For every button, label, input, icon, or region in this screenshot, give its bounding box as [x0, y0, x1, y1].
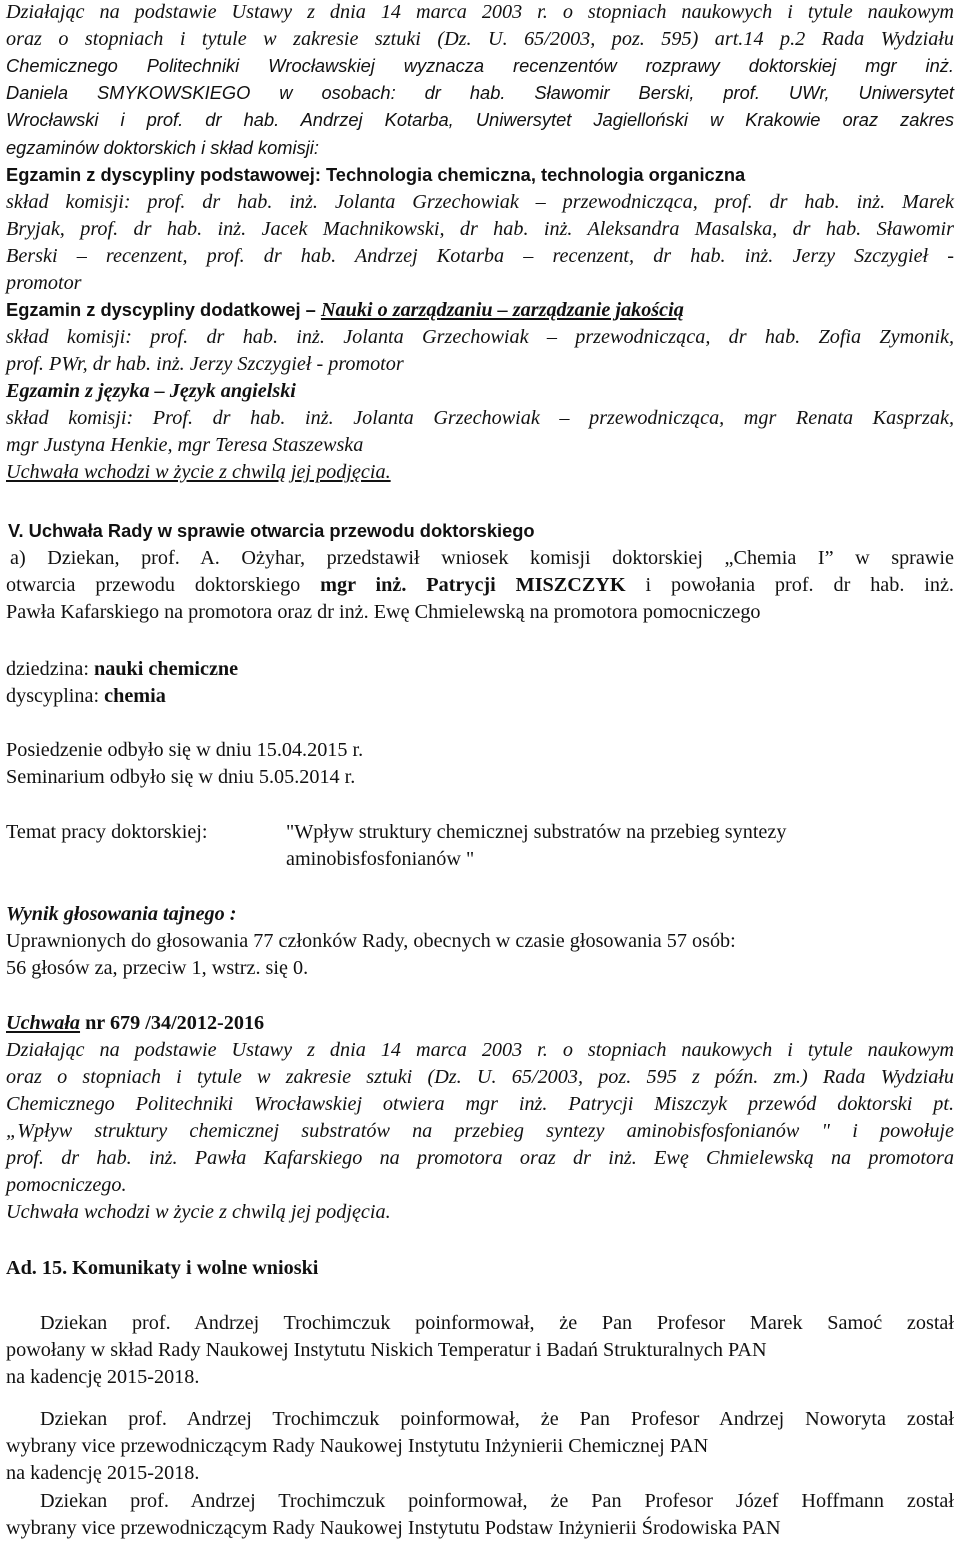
exam-heading-primary: Egzamin z dyscypliny podstawowej: Technologia chemiczna, technologia organiczna: [6, 164, 746, 185]
text-line: pomocniczego.: [6, 1174, 127, 1196]
text-line: promotor: [6, 272, 82, 294]
section-heading: Ad. 15. Komunikaty i wolne wnioski: [6, 1257, 319, 1279]
text-line: mgr Justyna Henkie, mgr Teresa Staszewska: [6, 434, 364, 456]
text-line: na kadencję 2015-2018.: [6, 1366, 200, 1388]
section-heading: V. Uchwała Rady w sprawie otwarcia przewodu doktorskiego: [8, 520, 535, 541]
topic-text: "Wpływ struktury chemicznej substratów na przebieg syntezy: [286, 821, 787, 843]
text-line: Dziekan prof. Andrzej Trochimczuk poinformował, że Pan Profesor Andrzej Noworyta został: [40, 1408, 954, 1430]
field-line: [6, 657, 238, 681]
text-span: i powołania prof. dr hab. inż.: [625, 574, 954, 596]
text-line: Daniela SMYKOWSKIEGO w osobach: dr hab. Sławomir Berski, prof. UWr, Uniwersytet: [6, 82, 954, 103]
field-label: dziedzina:: [6, 658, 94, 680]
exam-heading-language: Egzamin z języka – Język angielski: [6, 380, 296, 402]
field-value: nauki chemiczne: [94, 658, 239, 680]
text-span: Egzamin z dyscypliny dodatkowej –: [6, 299, 321, 320]
resolution-title: [6, 1011, 264, 1035]
text-line: skład komisji: prof. dr hab. inż. Jolanta Grzechowiak – przewodnicząca, prof. dr hab. inż. Marek: [6, 191, 954, 213]
text-line: prof. dr hab. inż. Pawła Kafarskiego na promotora oraz dr inż. Ewę Chmielewską na promotora: [6, 1147, 954, 1169]
text-line: Chemicznego Politechniki Wrocławskiej otwiera mgr inż. Patrycji Miszczyk przewód doktorski pt.: [6, 1093, 954, 1115]
topic-text: aminobisfosfonianów ": [286, 848, 475, 870]
text-line: Wrocławski i prof. dr hab. Andrzej Kotarba, Uniwersytet Jagielloński w Krakowie oraz zakres: [6, 109, 954, 130]
seminar-date: Seminarium odbyło się w dniu 5.05.2014 r.: [6, 766, 356, 788]
text-line: prof. PWr, dr hab. inż. Jerzy Szczygieł - promotor: [6, 353, 404, 375]
text-line: a) Dziekan, prof. A. Ożyhar, przedstawił wniosek komisji doktorskiej „Chemia I” w sprawie: [10, 547, 954, 569]
text-line: Bryjak, prof. dr hab. inż. Jacek Machnikowski, dr hab. inż. Aleksandra Masalska, dr hab. Sławomir: [6, 218, 954, 240]
vote-line: Uprawnionych do głosowania 77 członków Rady, obecnych w czasie głosowania 57 osób:: [6, 930, 736, 952]
text-line: Działając na podstawie Ustawy z dnia 14 marca 2003 r. o stopniach naukowych i tytule naukowym: [6, 1, 954, 23]
text-line: powołany w skład Rady Naukowej Instytutu Niskich Temperatur i Badań Strukturalnych PAN: [6, 1339, 767, 1361]
text-line: wybrany vice przewodniczącym Rady Naukowej Instytutu Podstaw Inżynierii Środowiska PAN: [6, 1517, 781, 1539]
topic-label: Temat pracy doktorskiej:: [6, 821, 208, 843]
discipline-label: dyscyplina:: [6, 685, 105, 707]
text-span: Nauki o zarządzaniu – zarządzanie jakością: [320, 299, 684, 321]
text-line: Berski – recenzent, prof. dr hab. Andrzej Kotarba – recenzent, dr hab. inż. Jerzy Szczygieł -: [6, 245, 954, 267]
text-line: oraz o stopniach i tytule w zakresie sztuki (Dz. U. 65/2003, poz. 595 z późn. zm.) Rada Wydziału: [6, 1066, 954, 1088]
text-line: Pawła Kafarskiego na promotora oraz dr inż. Ewę Chmielewską na promotora pomocniczego: [6, 601, 761, 623]
text-line: skład komisji: prof. dr hab. inż. Jolanta Grzechowiak – przewodnicząca, dr hab. Zofia Zymonik,: [6, 326, 954, 348]
exam-heading-secondary: [6, 298, 684, 322]
text-line: [6, 573, 954, 597]
vote-line: 56 głosów za, przeciw 1, wstrz. się 0.: [6, 957, 309, 979]
text-span: nr 679 /34/2012-2016: [80, 1012, 265, 1034]
text-line: „Wpływ struktury chemicznej substratów na przebieg syntezy aminobisfosfonianów " i powołuje: [6, 1120, 954, 1142]
text-line: Uchwała wchodzi w życie z chwilą jej podjęcia.: [6, 1201, 391, 1223]
discipline-line: [6, 684, 166, 708]
text-span: mgr inż. Patrycji MISZCZYK: [320, 574, 626, 596]
discipline-value: chemia: [104, 685, 166, 707]
vote-heading: Wynik głosowania tajnego :: [6, 903, 237, 925]
text-line: Dziekan prof. Andrzej Trochimczuk poinformował, że Pan Profesor Marek Samoć został: [40, 1312, 954, 1334]
text-line: oraz o stopniach i tytule w zakresie sztuki (Dz. U. 65/2003, poz. 595) art.14 p.2 Rada Wydziału: [6, 28, 954, 50]
text-line: na kadencję 2015-2018.: [6, 1462, 200, 1484]
text-line: Chemicznego Politechniki Wrocławskiej wyznacza recenzentów rozprawy doktorskiej mgr inż.: [6, 55, 954, 76]
text-line: Uchwała wchodzi w życie z chwilą jej podjęcia.: [6, 461, 391, 483]
text-line: Działając na podstawie Ustawy z dnia 14 marca 2003 r. o stopniach naukowych i tytule naukowym: [6, 1039, 954, 1061]
text-line: Dziekan prof. Andrzej Trochimczuk poinformował, że Pan Profesor Józef Hoffmann został: [40, 1490, 954, 1512]
text-line: egzaminów doktorskich i skład komisji:: [6, 137, 319, 158]
text-span: otwarcia przewodu doktorskiego: [6, 574, 321, 596]
text-span: Uchwała: [6, 1012, 81, 1034]
text-line: skład komisji: Prof. dr hab. inż. Jolanta Grzechowiak – przewodnicząca, mgr Renata Kasprzak,: [6, 407, 954, 429]
text-line: wybrany vice przewodniczącym Rady Naukowej Instytutu Inżynierii Chemicznej PAN: [6, 1435, 709, 1457]
meeting-date: Posiedzenie odbyło się w dniu 15.04.2015 r.: [6, 739, 364, 761]
